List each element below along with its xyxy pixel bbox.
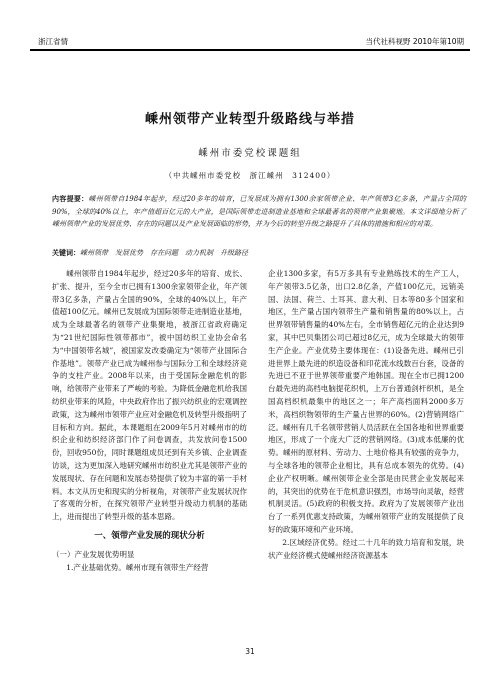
header-issue-info: 当代社科视野 2010年第10期 xyxy=(365,37,464,46)
right-column xyxy=(268,268,464,562)
author-affiliation: （中共嵊州市委党校 浙江嵊州 312400） xyxy=(164,171,336,180)
abstract xyxy=(52,193,466,231)
running-header xyxy=(30,34,470,48)
article-title: 嵊州领带产业转型升级路线与举措 xyxy=(144,112,355,127)
keywords xyxy=(52,248,466,258)
abstract-text: 嵊州领带自1984年起步，经过20多年的培育，已发展成为拥有1300余家领带企业、年产领带3亿多条，产量占全国的90%，全球的40%以上，年产值超百亿元的大产业，是国际领带走进制造业基地和全球最著名的领带产业集聚地。本文详细地分析了嵊州领带产业的发展优势、存在的问题以及产业发展面临的形势，并为今后的转型升级之路提升了具体的措施和相应的对策。 xyxy=(52,195,466,229)
keywords-label: 关键词： xyxy=(52,248,80,257)
body-paragraph: 1.产业基础优势。嵊州市现有领带生产经营 xyxy=(66,562,209,572)
header-rule xyxy=(30,49,470,51)
page-number: 31 xyxy=(245,647,255,656)
body-paragraph: 2.区域经济优势。经过二十几年的致力培育和发展，块状产业经济模式使嵊州经济资源基本 xyxy=(268,537,464,560)
subsection-heading: （一）产业发展优势明显 xyxy=(52,549,135,559)
keywords-text: 嵊州领带 发展优势 存在问题 动力机制 升级路径 xyxy=(80,249,248,257)
abstract-label: 内容提要： xyxy=(52,194,89,203)
header-journal-section: 浙江省情 xyxy=(38,37,68,46)
body-paragraph: 嵊州领带自1984年起步，经过20多年的培育、成长、扩张、提升，至今全市已拥有1300余家领带企业，年产领带3亿多条，产量占全国的90%，全球的40%以上，年产值超100亿元。嵊州已发展成为国际领带走进制造业基地，成为全球最著名的领带产业集聚地，被浙江省政府确定为“21世纪国际性领带都市”，被中国纺织工业协会命名为“中国领带名城”，被国家发改委确定为“领带产业国际合作基地”。领带产业已成为嵊州参与国际分工和全球经济竞争的支柱产业。2008年以来，由于受国际金融危机的影响，给领带产业带来了严峻的考验。为降低金融危机给我国纺织业带来的风险，中央政府作出了振兴纺织业的宏观调控政策，这为嵊州市领带产业应对金融危机及转型升级指明了目标和方向。据此，本课题组在2009年5月对嵊州市的纺织企业和纺织经济部门作了问卷调查，共发放问卷1500份，回收950份，同时课题组成员还到有关乡镇、企业调查访谈，这为更加深入地研究嵊州市纺织业尤其是领带产业的发展现状、存在问题和发展态势提供了较为丰富的第一手材料。本文从历史和现实的分析视角，对领带产业发展状况作了客观的分析，在探究领带产业转型升级动力机制的基础上，进而提出了转型升级的基本思路。 xyxy=(52,269,247,522)
body-paragraph: 企业1300多家，有5万多具有专业熟练技术的生产工人，年产领带3.5亿条，出口2.8亿条，产值100亿元，远销美国、法国、荷兰、土耳其、意大利、日本等80多个国家和地区，生产量占国内领带生产量和销售量的80%以上，占世界领带销售量的40%左右，全市销售超亿元的企业达到9家，其中巴贝集团公司已超过8亿元，成为全球最大的领带生产企业。产业优势主要体现在：(1)设备先进。嵊州已引进世界上最先进的织造设备和印花流水线数百台套，设备的先进已不亚于世界领带重要产地韩国。现在全市已拥1200台最先进的高档电脑提花织机，上万台普通剑杆织机，是全国高档织机最集中的地区之一；年产高档面料2000多万米，高档织物领带的生产量占世界的60%。(2)营销网络广泛。嵊州有几千名领带营销人员活跃在全国各地和世界重要地区，形成了一个庞大广泛的营销网络。(3)成本低廉的优势。嵊州的原材料、劳动力、土地价格具有较强的竞争力，与全球各地的领带企业相比，具有总成本领先的优势。(4)企业产权明晰。嵊州领带企业全部是由民营企业发展起来的，其突出的优势在于危机意识强烈，市场导向灵敏，经营机制灵活。(5)政府的积极支持。政府为了发展领带产业出台了一系列优惠支持政策，为嵊州领带产业的发展提供了良好的政策环境和产业环境。 xyxy=(268,269,464,534)
section-heading: 一、领带产业发展的现状分析 xyxy=(94,530,205,541)
left-column xyxy=(52,268,247,574)
article-author: 嵊州市委党校课题组 xyxy=(198,148,302,159)
